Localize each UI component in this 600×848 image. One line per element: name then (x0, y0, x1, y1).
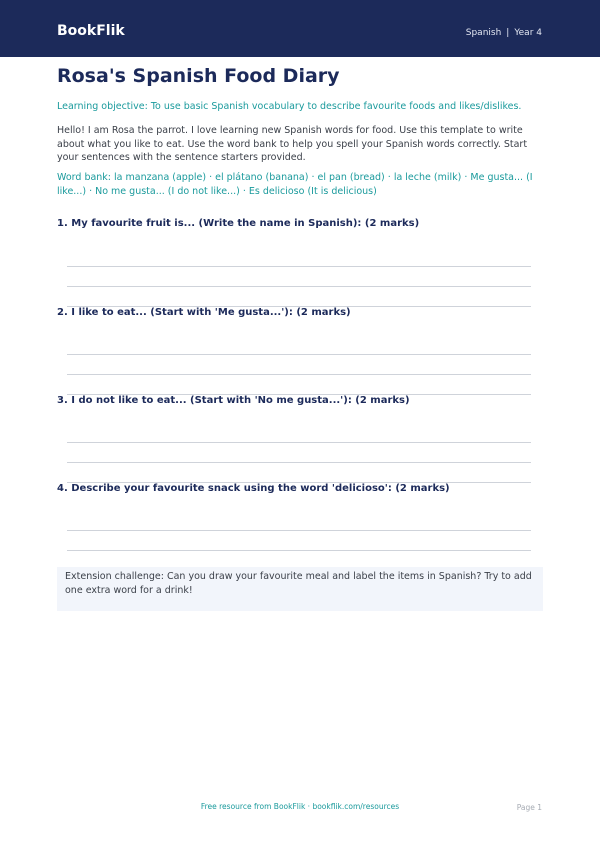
page-number: Page 1 (516, 803, 542, 812)
question-3: 3. I do not like to eat... (Start with 'No me gusta...'): (2 marks) (57, 395, 410, 406)
answer-line-4a[interactable] (67, 530, 531, 531)
subject-label: Spanish (465, 28, 502, 38)
word-bank: Word bank: la manzana (apple) · el plátano (banana) · el pan (bread) · la leche (milk) · Me gusta... (I like...) · No me gusta... (I do not like...) · Es delicioso (It is delicious) (57, 172, 533, 197)
meta-separator: | (506, 28, 510, 38)
extension-box (57, 567, 543, 611)
learning-objective: Learning objective: To use basic Spanish vocabulary to describe favourite foods and likes/dislikes. (57, 101, 522, 112)
answer-line-2a[interactable] (67, 354, 531, 355)
subject-year (466, 27, 542, 39)
answer-line-1a[interactable] (67, 266, 531, 267)
extension-text: Extension challenge: Can you draw your favourite meal and label the items in Spanish? Try to add one extra word for a drink! (65, 571, 532, 596)
answer-line-4b[interactable] (67, 550, 531, 551)
question-2: 2. I like to eat... (Start with 'Me gusta...'): (2 marks) (57, 307, 351, 318)
question-1: 1. My favourite fruit is... (Write the name in Spanish): (2 marks) (57, 218, 420, 229)
question-4: 4. Describe your favourite snack using the word 'delicioso': (2 marks) (57, 483, 450, 494)
answer-line-2b[interactable] (67, 374, 531, 375)
answer-line-3b[interactable] (67, 462, 531, 463)
answer-line-3a[interactable] (67, 442, 531, 443)
footer-resource-link[interactable]: Free resource from BookFlik · bookflik.com/resources (200, 802, 400, 811)
year-label: Year 4 (514, 28, 542, 38)
header-bar (0, 0, 600, 57)
page-title: Rosa's Spanish Food Diary (57, 65, 340, 87)
answer-line-1b[interactable] (67, 286, 531, 287)
intro-text: Hello! I am Rosa the parrot. I love learning new Spanish words for food. Use this template to write about what you like to eat. Use the word bank to help you spell your Spanish words correctly. Start your sentences with the sentence starters provided. (57, 125, 528, 163)
brand-logo[interactable]: BookFlik (57, 23, 125, 39)
